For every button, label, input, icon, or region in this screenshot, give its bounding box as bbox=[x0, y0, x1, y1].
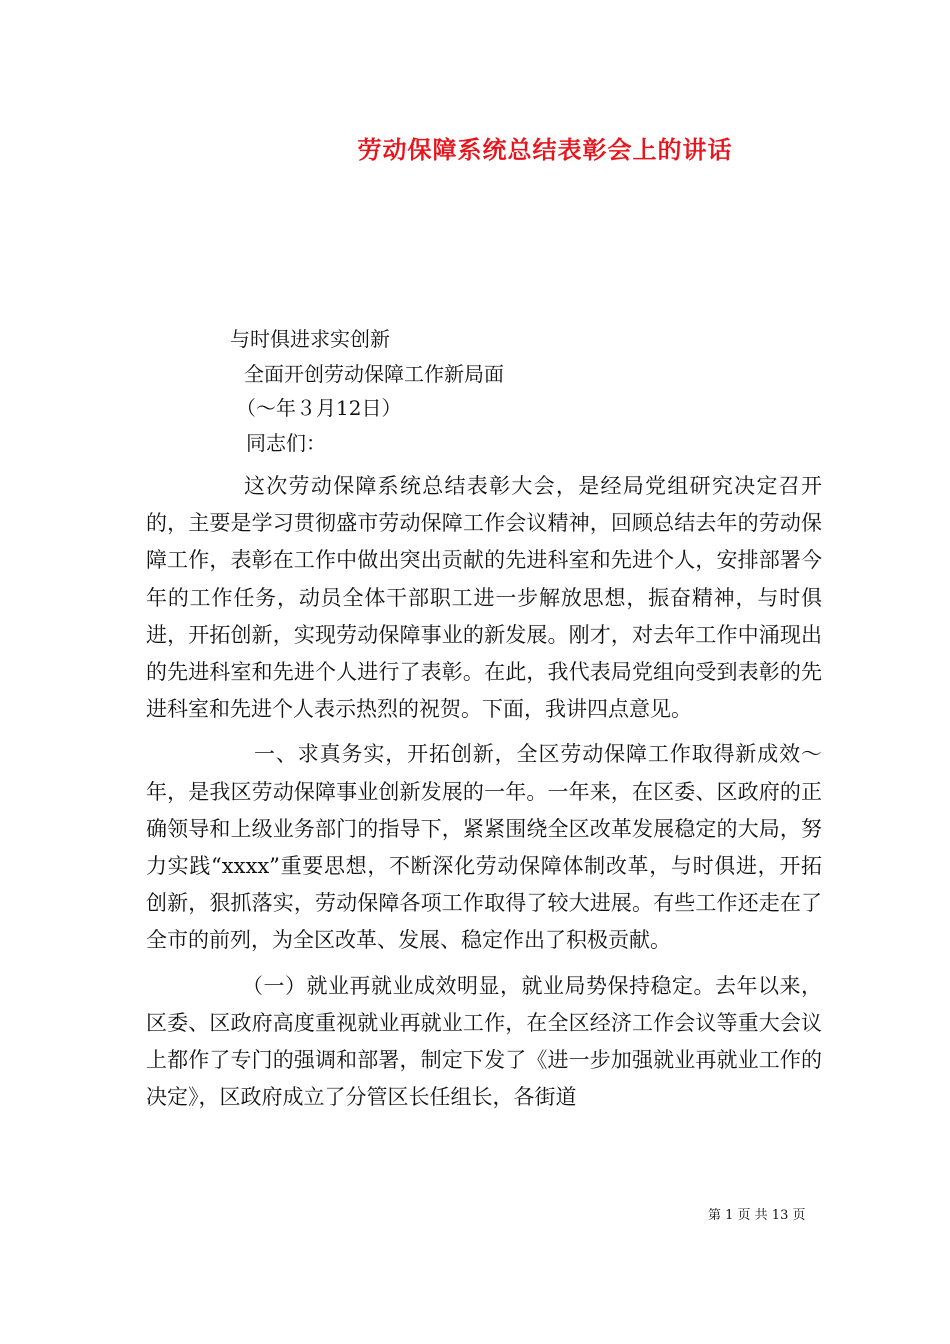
document-title: 劳动保障系统总结表彰会上的讲话 bbox=[357, 135, 733, 164]
paragraph-section-one: 一、求真务实，开拓创新，全区劳动保障工作取得新成效～年，是我区劳动保障事业创新发展的一年。一年来，在区委、区政府的正确领导和上级业务部门的指导下，紧紧围绕全区改革发展稳定的大局，努力实践“xxxx”重要思想，不断深化劳动保障体制改革，与时俱进，开拓创新，狠抓落实，劳动保障各项工作取得了较大进展。有些工作还走在了全市的前列，为全区改革、发展、稳定作出了积极贡献。 bbox=[146, 742, 822, 953]
salutation: 同志们： bbox=[246, 430, 326, 455]
paragraph-intro: 这次劳动保障系统总结表彰大会，是经局党组研究决定召开的，主要是学习贯彻盛市劳动保障工作会议精神，回顾总结去年的劳动保障工作，表彰在工作中做出突出贡献的先进科室和先进个人，安排部署今年的工作任务，动员全体干部职工进一步解放思想，振奋精神，与时俱进，开拓创新，实现劳动保障事业的新发展。刚才，对去年工作中涌现出的先进科室和先进个人进行了表彰。在此，我代表局党组向受到表彰的先进科室和先进个人表示热烈的祝贺。下面，我讲四点意见。 bbox=[146, 474, 822, 722]
heading-block bbox=[230, 322, 830, 460]
subtitle-line-2: 全面开创劳动保障工作新局面 bbox=[244, 361, 504, 386]
subtitle-line-1: 与时俱进求实创新 bbox=[230, 327, 390, 351]
page-number-footer: 第 1 页 共 13 页 bbox=[708, 1208, 806, 1223]
paragraph-employment: （一）就业再就业成效明显，就业局势保持稳定。去年以来，区委、区政府高度重视就业再就业工作，在全区经济工作会议等重大会议上都作了专门的强调和部署，制定下发了《进一步加强就业再就业工作的决定》，区政府成立了分管区长任组长，各街道 bbox=[146, 973, 822, 1110]
speech-date: （～年３月12日） bbox=[236, 396, 402, 420]
body-text bbox=[146, 468, 822, 1116]
